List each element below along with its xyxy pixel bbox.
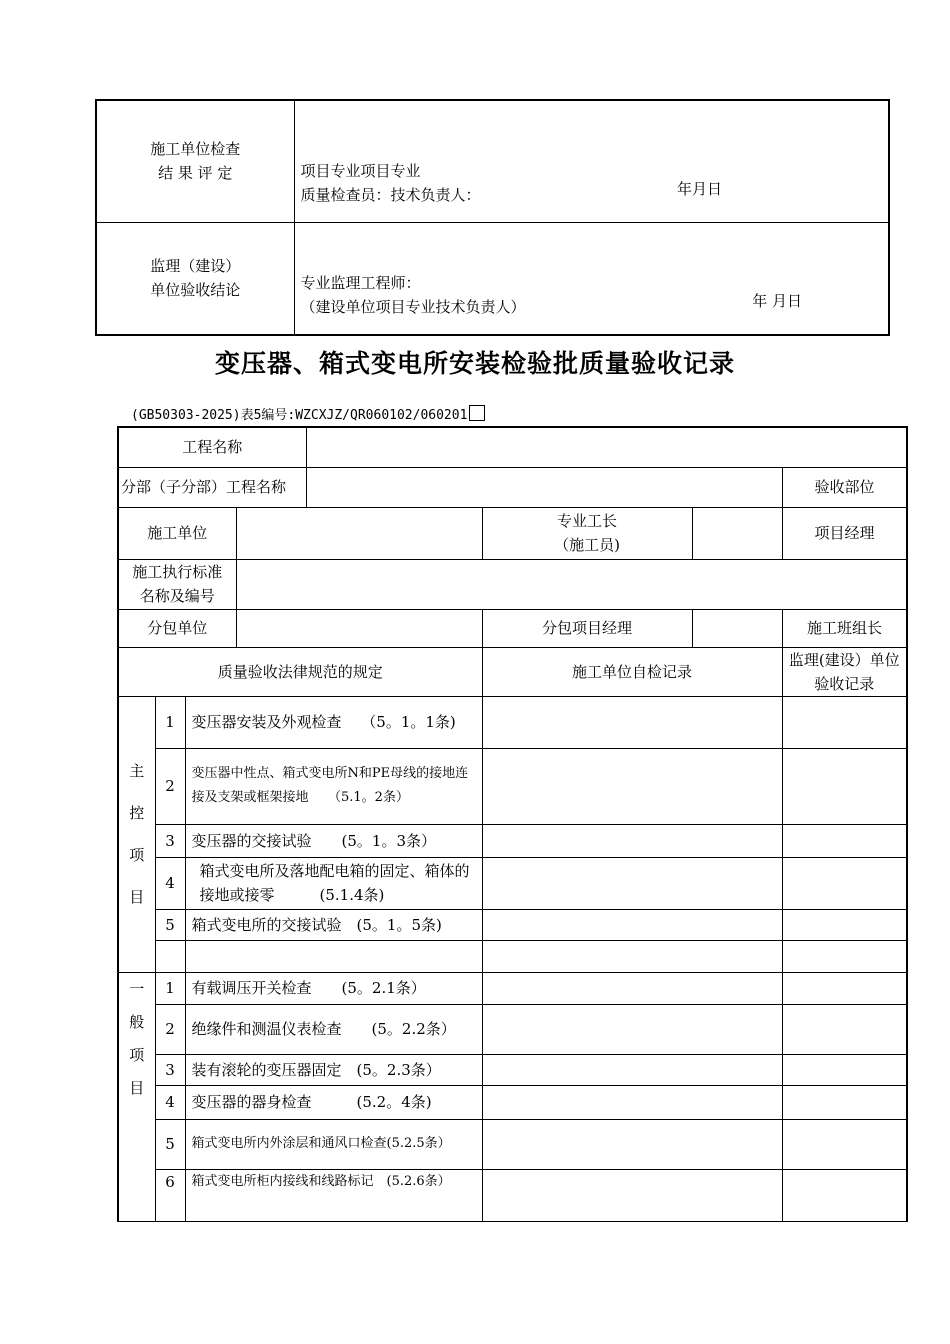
supervision-conclusion-date: 年 月日: [752, 292, 802, 311]
general-item-supervision[interactable]: [782, 1085, 907, 1119]
standard-label: 施工执行标准 名称及编号: [118, 559, 236, 609]
main-item-supervision[interactable]: [782, 824, 907, 857]
subdivision-name-value[interactable]: [306, 467, 782, 507]
standard-value[interactable]: [236, 559, 907, 609]
main-item-text: 箱式变电所及落地配电箱的固定、箱体的接地或接零 (5.1.4条): [185, 857, 482, 909]
supervision-conclusion-content: 专业监理工程师： （建设单位项目专业技术负责人） 年 月日: [294, 222, 889, 335]
general-item-no: 6: [155, 1169, 185, 1221]
main-item-no: 5: [155, 909, 185, 940]
main-item-self-check[interactable]: [482, 909, 782, 940]
general-item-no: 2: [155, 1004, 185, 1054]
main-item-supervision[interactable]: [782, 696, 907, 748]
main-item-self-check[interactable]: [482, 748, 782, 824]
general-item-self-check[interactable]: [482, 1054, 782, 1085]
supervision-conclusion-label: 监理（建设） 单位验收结论: [96, 222, 294, 335]
subdivision-name-label: 分部（子分部）工程名称: [118, 467, 306, 507]
main-item-self-check[interactable]: [482, 857, 782, 909]
main-item-no: 3: [155, 824, 185, 857]
main-item-text: 变压器中性点、箱式变电所N和PE母线的接地连接及支架或框架接地 （5.1。2条）: [185, 748, 482, 824]
main-item-supervision[interactable]: [782, 857, 907, 909]
general-items-group-label: 一 般 项 目: [118, 972, 155, 1221]
top-result-table: [95, 99, 890, 336]
general-item-self-check[interactable]: [482, 972, 782, 1004]
main-item-text: 箱式变电所的交接试验 (5。1。5条): [185, 909, 482, 940]
construction-check-label: 施工单位检查 结 果 评 定: [96, 100, 294, 222]
main-item-no: 1: [155, 696, 185, 748]
main-item-supervision[interactable]: [782, 909, 907, 940]
main-items-group-label: 主 控 项 目: [118, 696, 155, 972]
main-item-supervision[interactable]: [782, 940, 907, 972]
general-item-self-check[interactable]: [482, 1169, 782, 1221]
general-item-text: 绝缘件和测温仪表检查 (5。2.2条）: [185, 1004, 482, 1054]
project-name-value[interactable]: [306, 427, 907, 467]
subcontractor-value[interactable]: [236, 609, 482, 647]
general-item-no: 1: [155, 972, 185, 1004]
general-item-text: 变压器的器身检查 (5.2。4条): [185, 1085, 482, 1119]
main-item-self-check[interactable]: [482, 824, 782, 857]
general-item-text: 有载调压开关检查 (5。2.1条）: [185, 972, 482, 1004]
construction-check-date: 年月日: [676, 180, 722, 199]
self-check-column-header: 施工单位自检记录: [482, 647, 782, 696]
general-item-supervision[interactable]: [782, 1119, 907, 1169]
foreman-value[interactable]: [692, 507, 782, 559]
subcontractor-label: 分包单位: [118, 609, 236, 647]
form-code: (GB50303-2025)表5编号:WZCXJZ/QR060102/060201: [131, 404, 485, 423]
checkbox-icon[interactable]: [469, 405, 485, 421]
main-item-supervision[interactable]: [782, 748, 907, 824]
main-item-no-empty: [155, 940, 185, 972]
general-item-no: 5: [155, 1119, 185, 1169]
sub-project-manager-value[interactable]: [692, 609, 782, 647]
main-item-text-empty: [185, 940, 482, 972]
general-item-supervision[interactable]: [782, 1004, 907, 1054]
main-item-self-check[interactable]: [482, 696, 782, 748]
general-item-supervision[interactable]: [782, 1169, 907, 1221]
construction-check-content: 项目专业项目专业 质量检查员：技术负责人： 年月日: [294, 100, 889, 222]
supervision-column-header: 监理(建设）单位验收记录: [782, 647, 907, 696]
general-item-text: 装有滚轮的变压器固定 (5。2.3条）: [185, 1054, 482, 1085]
general-item-no: 3: [155, 1054, 185, 1085]
project-name-label: 工程名称: [118, 427, 306, 467]
main-item-text: 变压器的交接试验 (5。1。3条）: [185, 824, 482, 857]
general-item-text: 箱式变电所内外涂层和通风口检查(5.2.5条）: [185, 1119, 482, 1169]
construction-unit-value[interactable]: [236, 507, 482, 559]
main-item-self-check[interactable]: [482, 940, 782, 972]
acceptance-part-label: 验收部位: [782, 467, 907, 507]
general-item-supervision[interactable]: [782, 1054, 907, 1085]
main-item-text: 变压器安装及外观检查 （5。1。1条): [185, 696, 482, 748]
general-item-supervision[interactable]: [782, 972, 907, 1004]
construction-unit-label: 施工单位: [118, 507, 236, 559]
project-manager-label: 项目经理: [782, 507, 907, 559]
page-title: 变压器、箱式变电所安装检验批质量验收记录: [214, 349, 735, 378]
team-leader-label: 施工班组长: [782, 609, 907, 647]
main-item-no: 2: [155, 748, 185, 824]
foreman-label: 专业工长 （施工员): [482, 507, 692, 559]
sub-project-manager-label: 分包项目经理: [482, 609, 692, 647]
general-item-no: 4: [155, 1085, 185, 1119]
general-item-self-check[interactable]: [482, 1119, 782, 1169]
spec-column-header: 质量验收法律规范的规定: [118, 647, 482, 696]
main-item-no: 4: [155, 857, 185, 909]
acceptance-record-table: [117, 426, 908, 1222]
general-item-text: 箱式变电所柜内接线和线路标记 (5.2.6条）: [185, 1169, 482, 1221]
general-item-self-check[interactable]: [482, 1085, 782, 1119]
general-item-self-check[interactable]: [482, 1004, 782, 1054]
